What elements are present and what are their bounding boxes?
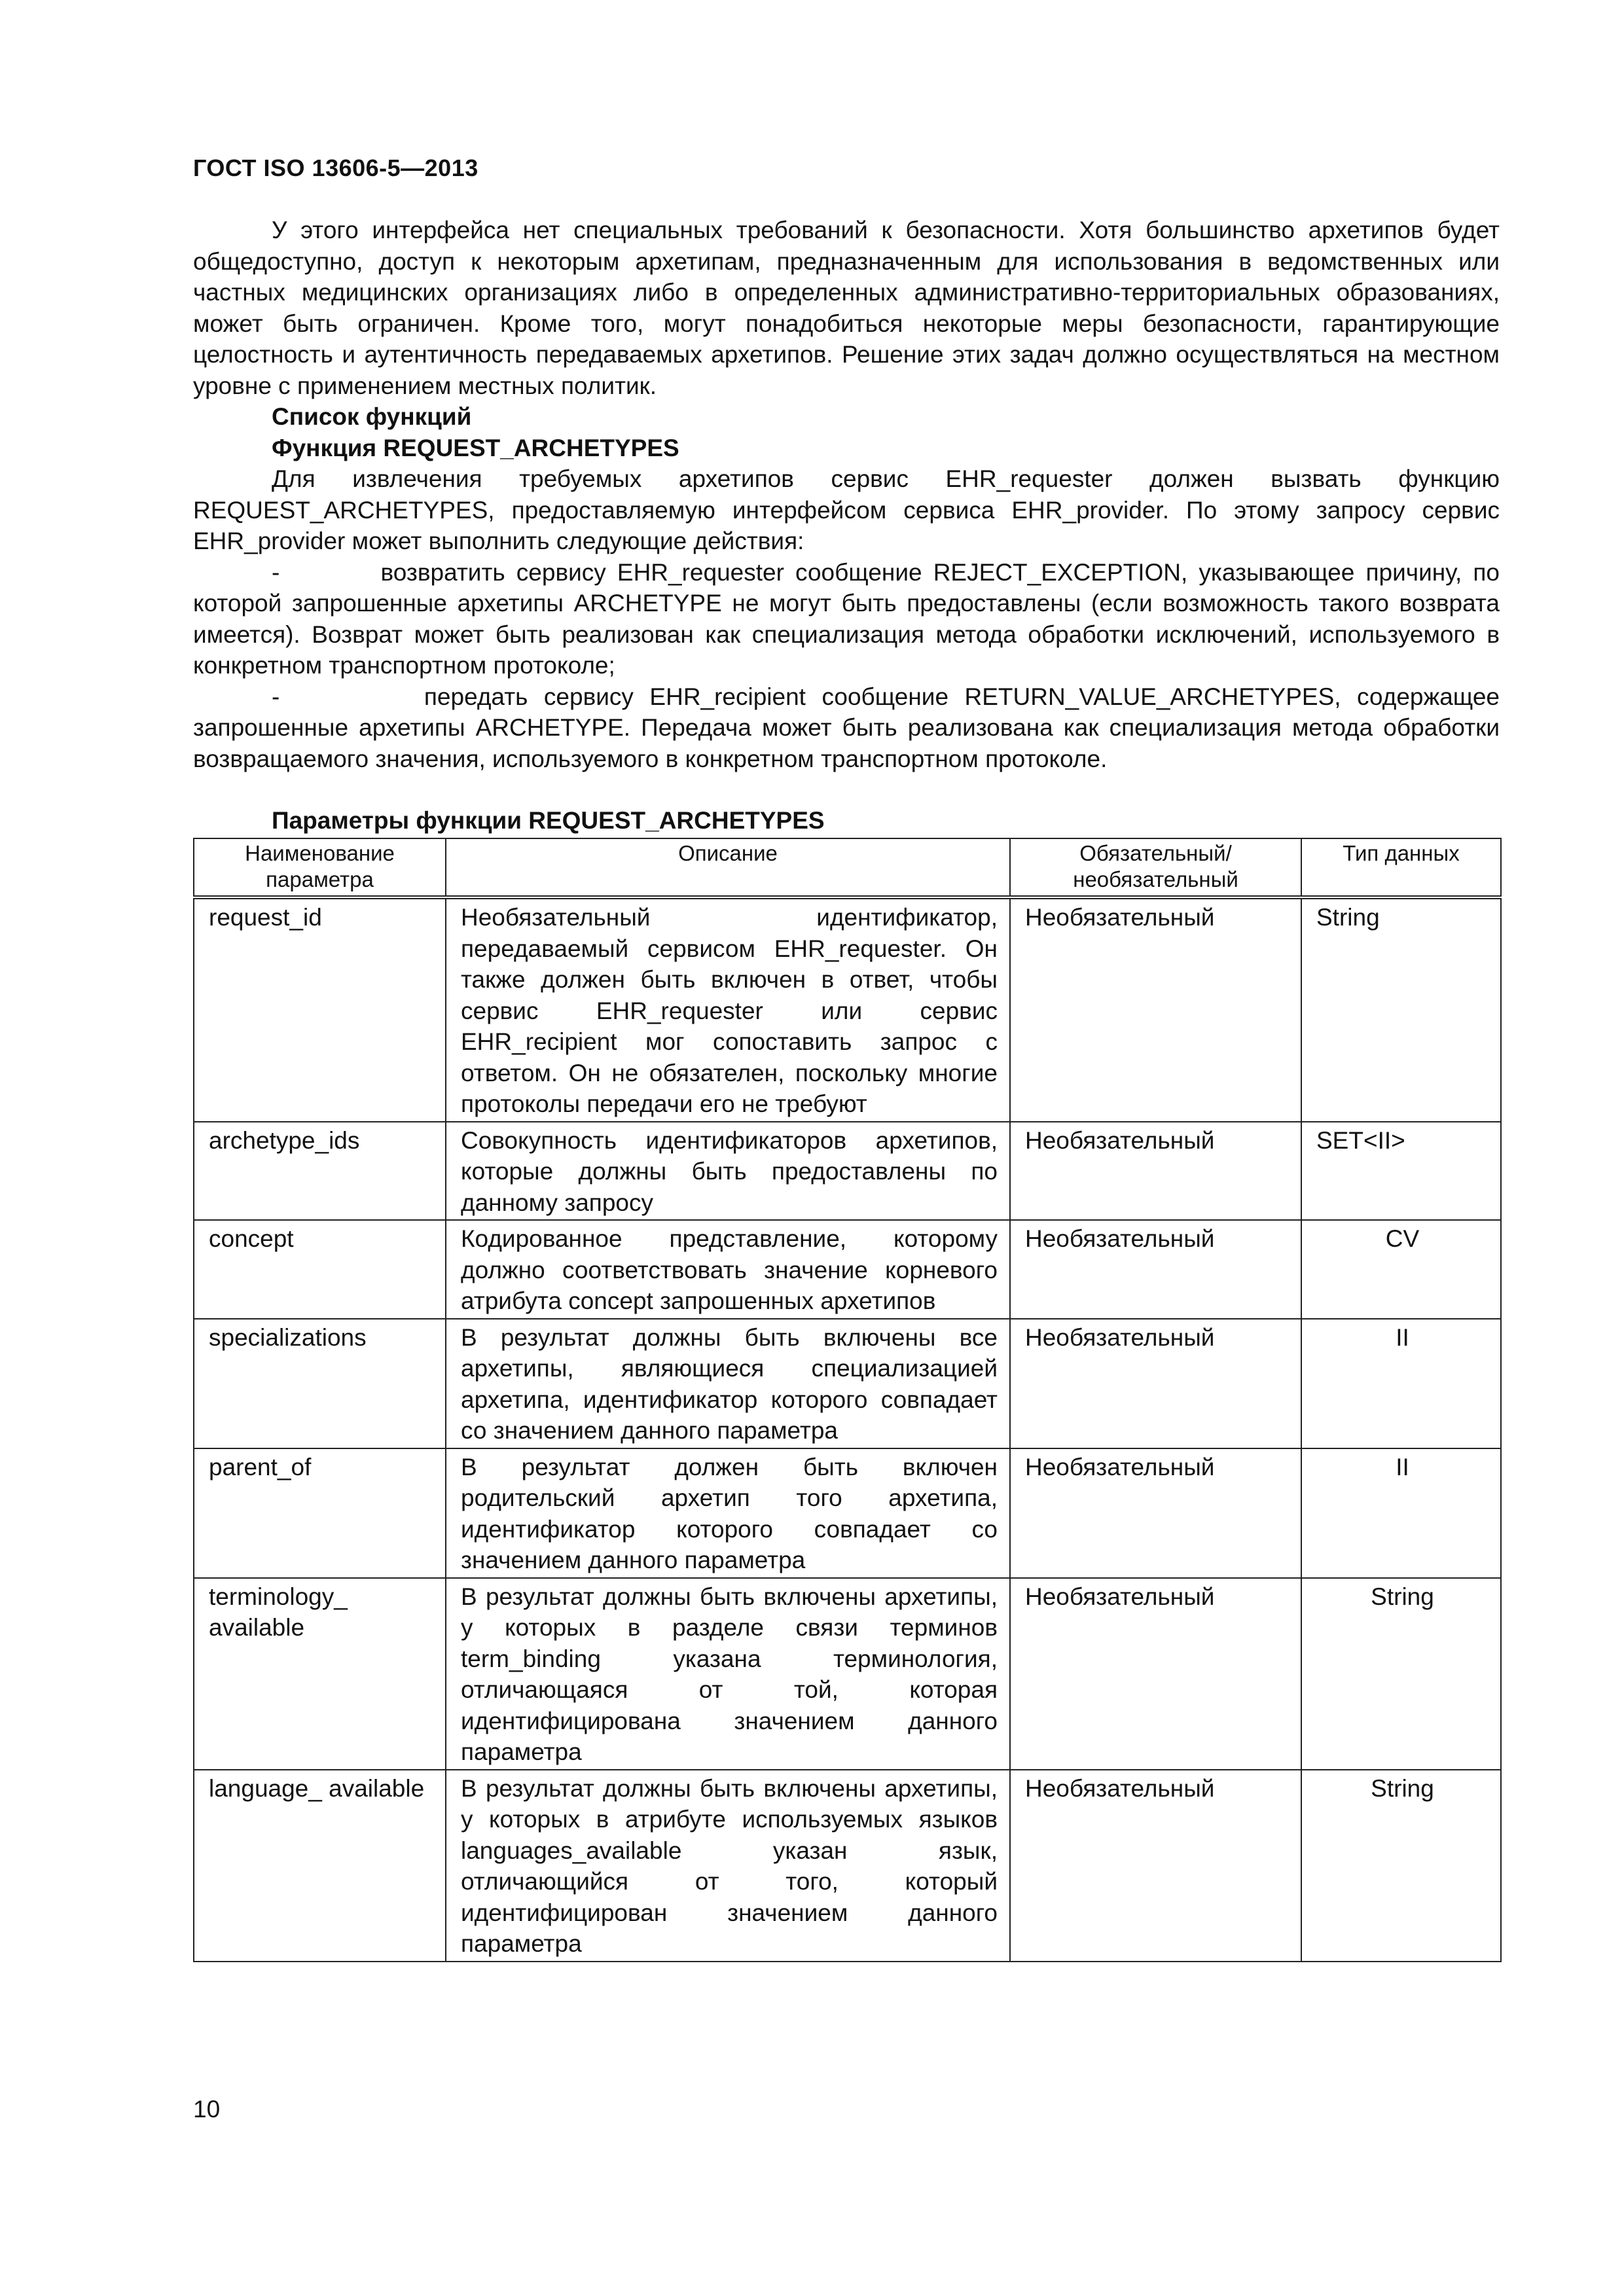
param-name: language_ available [194, 1770, 446, 1962]
functions-heading: Список функций [272, 403, 472, 430]
table-row [194, 1220, 1501, 1319]
table-caption: Параметры функции REQUEST_ARCHETYPES [272, 807, 825, 834]
table-row [194, 897, 1501, 1122]
param-description: В результат должен быть включен родительский архетип того архетипа, идентификатор которого совпадает со значением данного параметра [446, 1448, 1010, 1578]
column-header-type: Тип данных [1301, 838, 1501, 897]
document-header: ГОСТ ISO 13606-5—2013 [193, 154, 478, 181]
table-row [194, 1319, 1501, 1448]
param-type: II [1301, 1319, 1501, 1448]
param-description: В результат должны быть включены все архетипы, являющиеся специализацией архетипа, идентификатор которого совпадает со значением данного параметра [446, 1319, 1010, 1448]
param-name: specializations [194, 1319, 446, 1448]
list-item-reject: - возвратить сервису EHR_requester сообщение REJECT_EXCEPTION, указывающее причину, по которой запрошенные архетипы ARCHETYPE не могут быть предоставлены (если возможность такого возврата имеется). Возврат может быть реализован как специализация метода обработки исключений, используемого в конкретном транспортном протоколе; [193, 558, 1500, 679]
column-header-description: Описание [446, 838, 1010, 897]
param-description: В результат должны быть включены архетипы, у которых в атрибуте используемых языков languages_available указан язык, отличающийся от того, который идентифицирован значением данного параметра [446, 1770, 1010, 1962]
param-name: archetype_ids [194, 1122, 446, 1221]
column-header-required: Обязательный/ необязательный [1010, 838, 1301, 897]
list-item-return: - передать сервису EHR_recipient сообщение RETURN_VALUE_ARCHETYPES, содержащее запрошенные архетипы ARCHETYPE. Передача может быть реализована как специализация метода обработки возвращаемого значения, используемого в конкретном транспортном протоколе. [193, 683, 1500, 772]
param-required: Необязательный [1010, 897, 1301, 1122]
param-description: В результат должны быть включены архетипы, у которых в разделе связи терминов term_binding указана терминология, отличающаяся от той, которая идентифицирована значением данного параметра [446, 1578, 1010, 1770]
param-name: terminology_ available [194, 1578, 446, 1770]
param-type: String [1301, 897, 1501, 1122]
param-required: Необязательный [1010, 1220, 1301, 1319]
param-required: Необязательный [1010, 1319, 1301, 1448]
table-row [194, 1578, 1501, 1770]
table-header-row [194, 838, 1501, 897]
param-required: Необязательный [1010, 1770, 1301, 1962]
table-row [194, 1448, 1501, 1578]
page-number: 10 [193, 2096, 221, 2123]
param-description: Совокупность идентификаторов архетипов, которые должны быть предоставлены по данному запросу [446, 1122, 1010, 1221]
param-required: Необязательный [1010, 1122, 1301, 1221]
param-name: parent_of [194, 1448, 446, 1578]
paragraph-intro: Для извлечения требуемых архетипов сервис EHR_requester должен вызвать функцию REQUEST_ARCHETYPES, предоставляемую интерфейсом сервиса EHR_provider. По этому запросу сервис EHR_provider может выполнить следующие действия: [193, 465, 1500, 554]
paragraph-security: У этого интерфейса нет специальных требований к безопасности. Хотя большинство архетипов будет общедоступно, доступ к некоторым архетипам, предназначенным для использования в ведомственных или частных медицинских организациях либо в определенных административно-территориальных образованиях, может быть ограничен. Кроме того, могут понадобиться некоторые меры безопасности, гарантирующие целостность и аутентичность передаваемых архетипов. Решение этих задач должно осуществляться на местном уровне с применением местных политик. [193, 217, 1500, 399]
param-required: Необязательный [1010, 1448, 1301, 1578]
table-row [194, 1770, 1501, 1962]
param-description: Кодированное представление, которому должно соответствовать значение корневого атрибута concept запрошенных архетипов [446, 1220, 1010, 1319]
param-type: CV [1301, 1220, 1501, 1319]
table-row [194, 1122, 1501, 1221]
param-type: String [1301, 1770, 1501, 1962]
param-description: Необязательный идентификатор, передаваемый сервисом EHR_requester. Он также должен быть включен в ответ, чтобы сервис EHR_requester или сервис EHR_recipient мог сопоставить запрос с ответом. Он не обязателен, поскольку многие протоколы передачи его не требуют [446, 897, 1010, 1122]
param-required: Необязательный [1010, 1578, 1301, 1770]
param-name: concept [194, 1220, 446, 1319]
body-text [193, 215, 1500, 774]
column-header-name: Наименование параметра [194, 838, 446, 897]
function-heading: Функция REQUEST_ARCHETYPES [272, 434, 679, 461]
param-type: II [1301, 1448, 1501, 1578]
param-type: SET<II> [1301, 1122, 1501, 1221]
param-name: request_id [194, 897, 446, 1122]
parameters-table [193, 838, 1502, 1962]
param-type: String [1301, 1578, 1501, 1770]
